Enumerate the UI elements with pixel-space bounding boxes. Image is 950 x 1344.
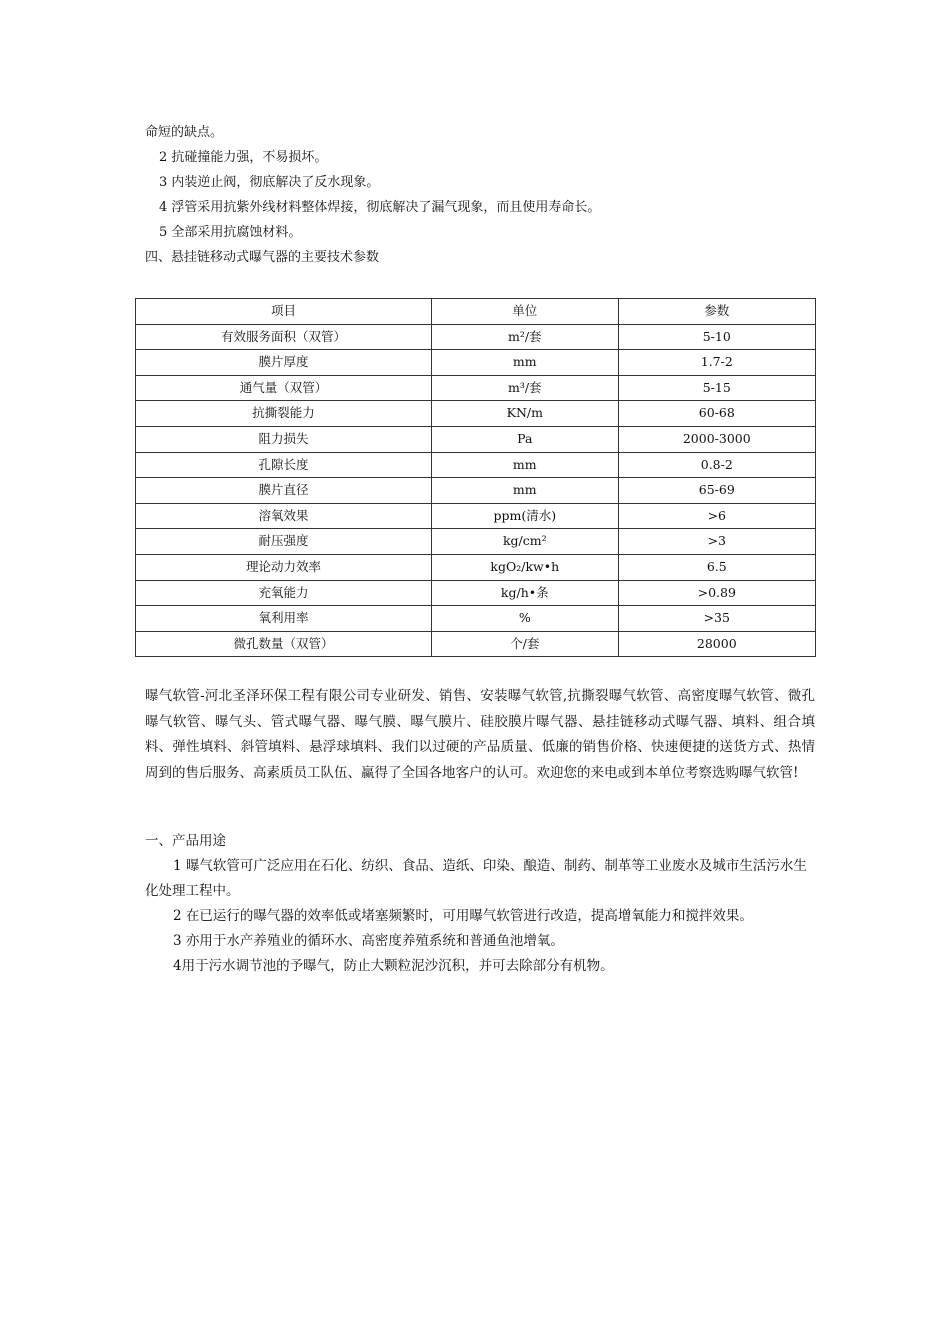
unit-cell: m²/套 [432,324,619,350]
value-cell: 65-69 [618,478,815,504]
item-cell: 通气量（双管） [136,375,432,401]
table-row [136,478,816,504]
intro-block [145,120,815,270]
item-cell: 氧利用率 [136,606,432,632]
intro-line: 命短的缺点。 [145,125,224,140]
table-row [136,606,816,632]
value-cell: 2000-3000 [618,426,815,452]
value-cell: 5-10 [618,324,815,350]
header-cell: 单位 [432,299,619,325]
unit-cell: mm [432,478,619,504]
value-cell: >0.89 [618,580,815,606]
item-cell: 微孔数量（双管） [136,631,432,657]
section4-title: 四、悬挂链移动式曝气器的主要技术参数 [145,250,380,265]
table-row [136,401,816,427]
section1-title: 一、产品用途 [145,833,226,849]
table-header-row [136,299,816,325]
usage-item: 1 曝气软管可广泛应用在石化、纺织、食品、造纸、印染、酿造、制药、制革等工业废水及城市生活污水生化处理工程中。 [145,858,807,899]
table-row [136,324,816,350]
item-cell: 阻力损失 [136,426,432,452]
item-cell: 膜片厚度 [136,350,432,376]
value-cell: 0.8-2 [618,452,815,478]
item-cell: 溶氧效果 [136,503,432,529]
unit-cell: KN/m [432,401,619,427]
table-row [136,452,816,478]
value-cell: 28000 [618,631,815,657]
table-row [136,503,816,529]
intro-line: 4 浮管采用抗紫外线材料整体焊接，彻底解决了漏气现象，而且使用寿命长。 [159,200,601,215]
intro-line: 2 抗碰撞能力强，不易损坏。 [159,150,328,165]
table-row [136,529,816,555]
item-cell: 膜片直径 [136,478,432,504]
table-row [136,554,816,580]
usage-section [145,829,815,979]
item-cell: 孔隙长度 [136,452,432,478]
value-cell: 6.5 [618,554,815,580]
unit-cell: ppm(清水) [432,503,619,529]
item-cell: 抗撕裂能力 [136,401,432,427]
item-cell: 耐压强度 [136,529,432,555]
parameters-table [135,298,816,657]
table-row [136,426,816,452]
item-cell: 有效服务面积（双管） [136,324,432,350]
unit-cell: % [432,606,619,632]
header-cell: 参数 [618,299,815,325]
unit-cell: kgO₂/kw•h [432,554,619,580]
company-paragraph: 曝气软管-河北圣泽环保工程有限公司专业研发、销售、安装曝气软管,抗撕裂曝气软管、高密度曝气软管、微孔曝气软管、曝气头、管式曝气器、曝气膜、曝气膜片、硅胶膜片曝气器、悬挂链移动式曝气器、填料、组合填料、弹性填料、斜管填料、悬浮球填料、我们以过硬的产品质量、低廉的销售价格、快速便捷的送货方式、热情周到的售后服务、高素质员工队伍、赢得了全国各地客户的认可。欢迎您的来电或到本单位考察选购曝气软管! [145,688,815,781]
intro-line: 5 全部采用抗腐蚀材料。 [159,225,302,240]
unit-cell: mm [432,350,619,376]
table-row [136,350,816,376]
unit-cell: mm [432,452,619,478]
unit-cell: kg/h•条 [432,580,619,606]
usage-item: 2 在已运行的曝气器的效率低或堵塞频繁时，可用曝气软管进行改造，提高增氧能力和搅拌效果。 [173,908,753,924]
value-cell: 1.7-2 [618,350,815,376]
header-cell: 项目 [136,299,432,325]
usage-item: 3 亦用于水产养殖业的循环水、高密度养殖系统和普通鱼池增氧。 [173,933,564,949]
value-cell: 5-15 [618,375,815,401]
unit-cell: Pa [432,426,619,452]
value-cell: 60-68 [618,401,815,427]
usage-item: 4用于污水调节池的予曝气，防止大颗粒泥沙沉积，并可去除部分有机物。 [173,958,614,974]
item-cell: 理论动力效率 [136,554,432,580]
value-cell: >35 [618,606,815,632]
unit-cell: kg/cm² [432,529,619,555]
item-cell: 充氧能力 [136,580,432,606]
table-row [136,631,816,657]
value-cell: >3 [618,529,815,555]
value-cell: >6 [618,503,815,529]
unit-cell: m³/套 [432,375,619,401]
intro-line: 3 内装逆止阀，彻底解决了反水现象。 [159,175,380,190]
unit-cell: 个/套 [432,631,619,657]
table-row [136,580,816,606]
table-row [136,375,816,401]
